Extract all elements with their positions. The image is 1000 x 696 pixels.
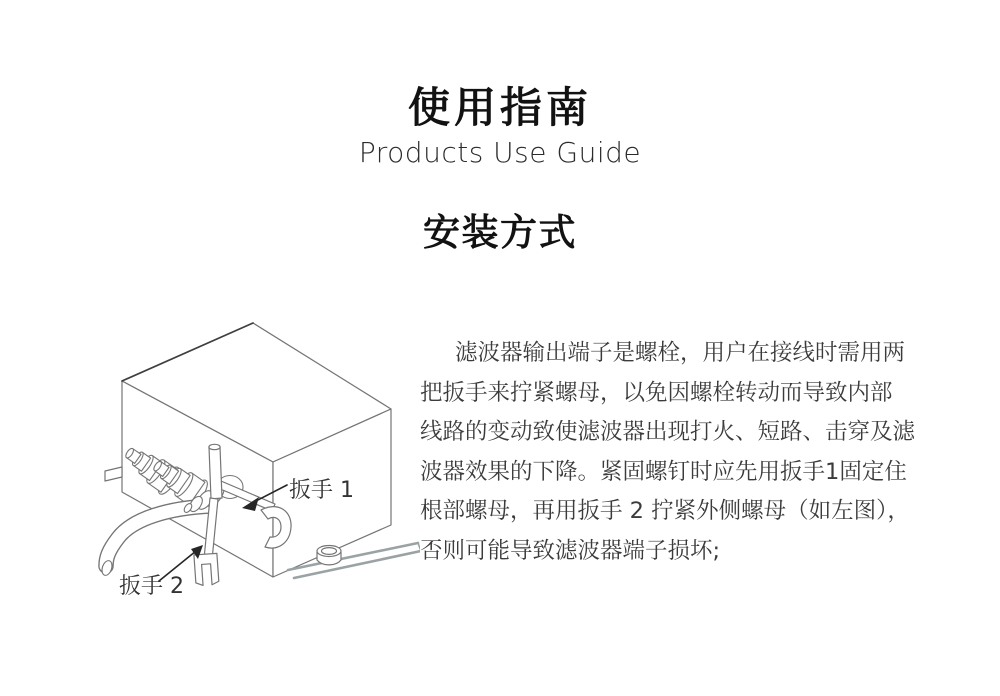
- paragraph-line: 波器效果的下降。紧固螺钉时应先用扳手1固定住: [420, 458, 907, 485]
- section-heading: 安装方式: [423, 211, 577, 254]
- page-title: 使用指南: [407, 83, 592, 132]
- instruction-paragraph: [420, 334, 916, 571]
- plate-bolt: [317, 546, 341, 565]
- paragraph-line: 滤波器输出端子是螺栓，用户在接线时需用两: [455, 340, 906, 366]
- wrench-1-label: 扳手 1: [289, 478, 354, 503]
- filter-box: [105, 323, 391, 577]
- paragraph-line: 线路的变动致使滤波器出现打火、短路、击穿及滤: [420, 419, 916, 445]
- paragraph-line: 根部螺母，再用扳手 2 拧紧外侧螺母（如左图），: [420, 498, 910, 524]
- wrench-2-label: 扳手 2: [119, 574, 184, 599]
- paragraph-line: 否则可能导致滤波器端子损坏;: [420, 537, 721, 564]
- paragraph-line: 把扳手来拧紧螺母，以免因螺栓转动而导致内部: [420, 379, 893, 406]
- installation-figure: [88, 296, 420, 610]
- page-subtitle: Products Use Guide: [358, 136, 642, 169]
